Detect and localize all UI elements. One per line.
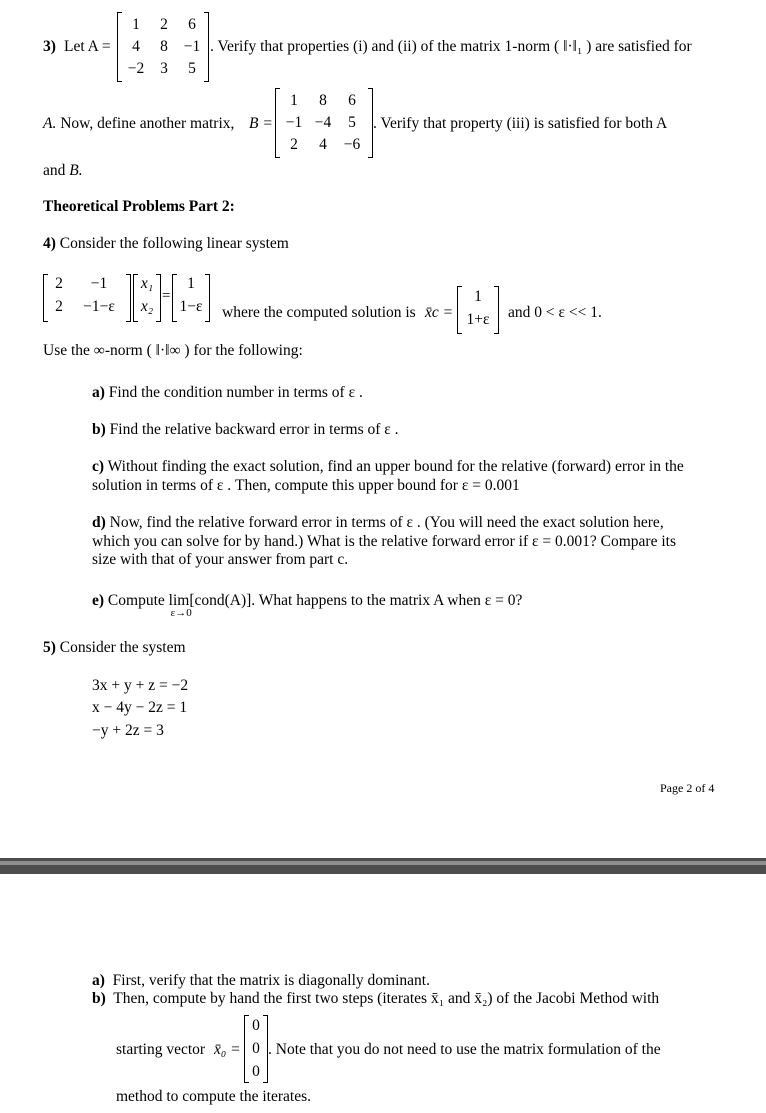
matrix-a-cell: 6 bbox=[188, 16, 196, 33]
system-var: x₂ bbox=[140, 298, 154, 315]
system-vars bbox=[133, 274, 161, 322]
x0-vector bbox=[244, 1015, 268, 1083]
part-4c-line-2: solution in terms of ε . Then, compute this upper bound for ε = 0.001 bbox=[92, 477, 520, 494]
xc-vector-cell: 1 bbox=[474, 288, 482, 305]
last-line: method to compute the iterates. bbox=[116, 1088, 311, 1105]
system-var: x₁ bbox=[140, 275, 154, 292]
part-4c-line-1: c) Without finding the exact solution, find an upper bound for the relative (forward) error in the bbox=[92, 458, 684, 475]
part-4d-line-3: size with that of your answer from part c. bbox=[92, 551, 349, 568]
matrix-b-cell: 1 bbox=[290, 92, 298, 109]
x0-label: x̄₀ = bbox=[214, 1041, 241, 1058]
problem-5-intro: 5) Consider the system bbox=[43, 639, 186, 656]
xc-label: x̄c = bbox=[425, 304, 454, 321]
matrix-a-cell: 3 bbox=[160, 60, 168, 77]
matrix-b-cell: 8 bbox=[319, 92, 327, 109]
system-rhs-cell: 1−ε bbox=[179, 298, 203, 315]
norm-instruction: Use the ∞-norm ( ‖·‖∞ ) for the following: bbox=[43, 342, 303, 359]
problem-3-number: 3) bbox=[43, 38, 56, 55]
problem-3-text-1: . Verify that properties (i) and (ii) of the matrix 1-norm ( ‖·‖₁ ) are satisfied for bbox=[210, 38, 692, 55]
equation-2: x − 4y − 2z = 1 bbox=[92, 699, 188, 716]
x0-vector-cell: 0 bbox=[252, 1017, 260, 1034]
matrix-a-cell: 5 bbox=[188, 60, 196, 77]
b-equals: B = bbox=[249, 115, 273, 132]
matrix-b-cell: −1 bbox=[285, 114, 303, 131]
matrix-a-cell: 2 bbox=[160, 16, 168, 33]
matrix-a-cell: −1 bbox=[183, 38, 201, 55]
system-matrix-cell: 2 bbox=[55, 275, 63, 292]
equation-3: −y + 2z = 3 bbox=[92, 722, 164, 739]
system-matrix bbox=[43, 274, 131, 322]
limit-expression: lim ε→0 bbox=[168, 592, 192, 619]
system-matrix-cell: 2 bbox=[55, 298, 63, 315]
matrix-a-cell: 4 bbox=[132, 38, 140, 55]
xc-vector bbox=[457, 286, 499, 334]
problem-3-let: Let A = bbox=[64, 38, 111, 55]
starting-vector-text: starting vector bbox=[116, 1041, 206, 1058]
part-4a: a) Find the condition number in terms of ε . bbox=[92, 384, 363, 401]
xc-vector-cell: 1+ε bbox=[466, 311, 490, 328]
matrix-a-cell: 8 bbox=[160, 38, 168, 55]
var-a: A. bbox=[43, 115, 57, 132]
matrix-b-cell: 2 bbox=[290, 136, 298, 153]
system-matrix-cell: −1 bbox=[90, 275, 108, 292]
problem-3-text-3: . Verify that property (iii) is satisfied for both A bbox=[373, 115, 668, 132]
epsilon-condition: and 0 < ε << 1. bbox=[508, 304, 602, 321]
part-5b: b) Then, compute by hand the first two steps (iterates x̄₁ and x̄₂) of the Jacobi Method with bbox=[92, 990, 660, 1007]
part-4b: b) Find the relative backward error in terms of ε . bbox=[92, 421, 399, 438]
part-5a: a) First, verify that the matrix is diagonally dominant. bbox=[92, 972, 430, 989]
part-4d-line-1: d) Now, find the relative forward error in terms of ε . (You will need the exact solution here, bbox=[92, 514, 664, 531]
problem-3-text-2: A. Now, define another matrix, bbox=[43, 115, 235, 132]
equals-sign: = bbox=[162, 288, 171, 304]
part-4e: e) Compute lim ε→0 [cond(A)]. What happens to the matrix A when ε = 0? bbox=[92, 592, 523, 619]
where-text: where the computed solution is bbox=[222, 304, 416, 321]
part-4d-line-2: which you can solve for by hand.) What is the relative forward error if ε = 0.001? Compare its bbox=[92, 533, 676, 550]
x0-vector-cell: 0 bbox=[252, 1040, 260, 1057]
jacobi-note: . Note that you do not need to use the matrix formulation of the bbox=[268, 1041, 661, 1058]
system-matrix-cell: −1−ε bbox=[83, 298, 115, 315]
problem-3-text-4: and B. bbox=[43, 162, 83, 179]
matrix-b-cell: −4 bbox=[314, 114, 332, 131]
matrix-b-cell: 5 bbox=[348, 114, 356, 131]
matrix-b-cell: 6 bbox=[348, 92, 356, 109]
x0-vector-cell: 0 bbox=[252, 1063, 260, 1080]
matrix-a bbox=[117, 12, 209, 82]
matrix-b bbox=[275, 88, 373, 158]
page-number: Page 2 of 4 bbox=[660, 781, 715, 795]
section-title: Theoretical Problems Part 2: bbox=[43, 198, 235, 215]
page-divider bbox=[0, 858, 766, 874]
system-rhs bbox=[172, 274, 210, 322]
matrix-b-cell: −6 bbox=[343, 136, 361, 153]
problem-4-intro: 4) Consider the following linear system bbox=[43, 235, 289, 252]
matrix-a-cell: −2 bbox=[127, 60, 145, 77]
system-rhs-cell: 1 bbox=[187, 275, 195, 292]
equation-1: 3x + y + z = −2 bbox=[92, 677, 189, 694]
matrix-b-cell: 4 bbox=[319, 136, 327, 153]
matrix-a-cell: 1 bbox=[132, 16, 140, 33]
